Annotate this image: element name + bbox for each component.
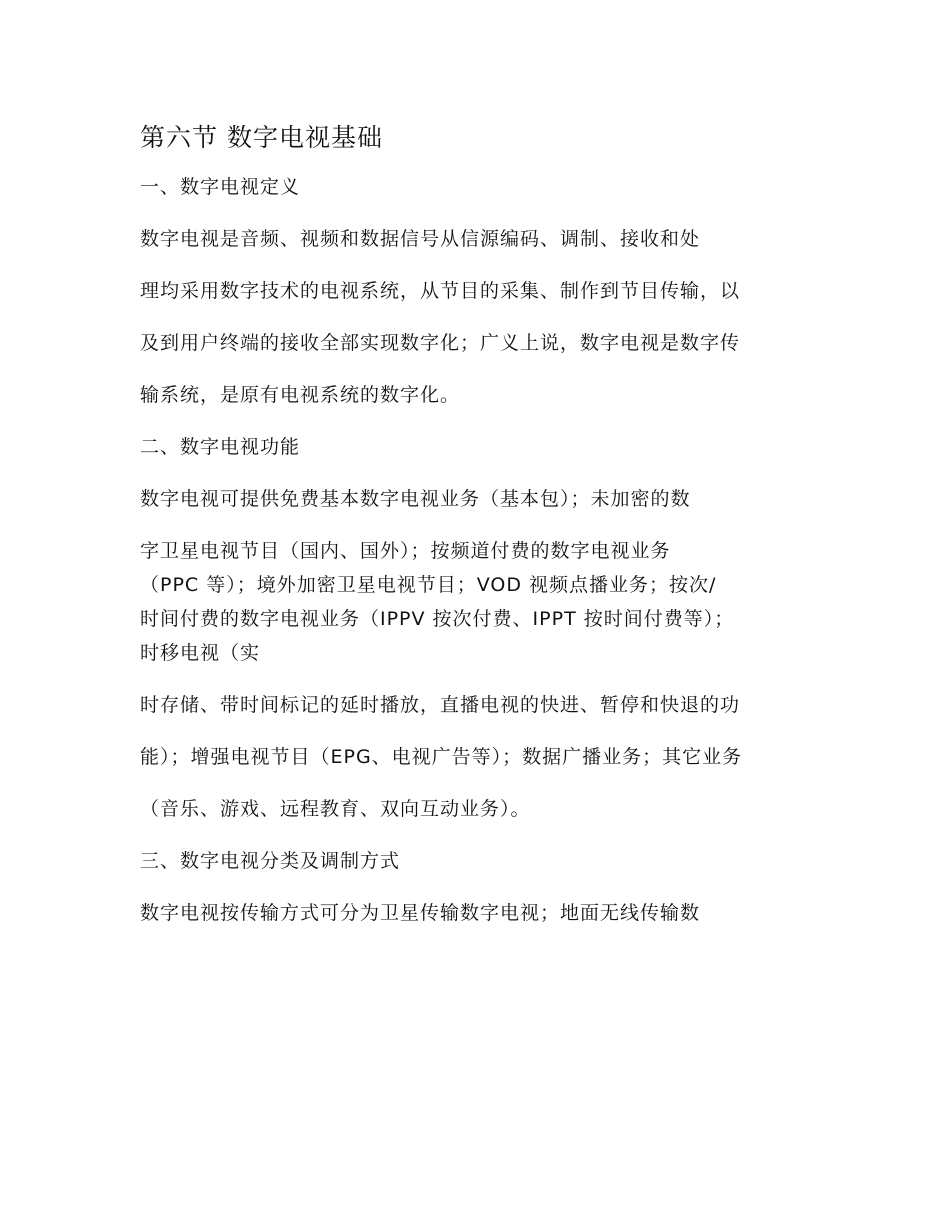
paragraph-line: 数字电视可提供免费基本数字电视业务（基本包）；未加密的数 [140,488,691,510]
paragraph-line: 能）；增强电视节目（EPG、电视广告等）；数据广播业务；其它业务 [140,746,743,768]
section-heading: 三、数字电视分类及调制方式 [140,850,401,872]
paragraph-line: 时移电视（实 [140,642,261,664]
section-heading: 二、数字电视功能 [140,436,301,458]
paragraph-line: 及到用户终端的接收全部实现数字化；广义上说，数字电视是数字传 [140,332,741,354]
paragraph-line: 输系统，是原有电视系统的数字化。 [140,384,461,406]
paragraph-line: 数字电视是音频、视频和数据信号从信源编码、调制、接收和处 [140,228,701,250]
document-content [140,118,820,948]
paragraph-line: 时存储、带时间标记的延时播放，直播电视的快进、暂停和快退的功 [140,694,741,716]
paragraph-line: 数字电视按传输方式可分为卫星传输数字电视；地面无线传输数 [140,902,701,924]
paragraph-line: （PPC 等）；境外加密卫星电视节目；VOD 视频点播业务；按次/ [140,574,717,596]
page-title: 第六节 数字电视基础 [140,123,383,152]
section-heading: 一、数字电视定义 [140,176,301,198]
paragraph-line: 字卫星电视节目（国内、国外）；按频道付费的数字电视业务 [140,540,671,562]
paragraph-line: 理均采用数字技术的电视系统，从节目的采集、制作到节目传输，以 [140,280,741,302]
paragraph-line: 时间付费的数字电视业务（IPPV 按次付费、IPPT 按时间付费等）； [140,608,735,630]
paragraph-line: （音乐、游戏、远程教育、双向互动业务）。 [140,798,531,820]
